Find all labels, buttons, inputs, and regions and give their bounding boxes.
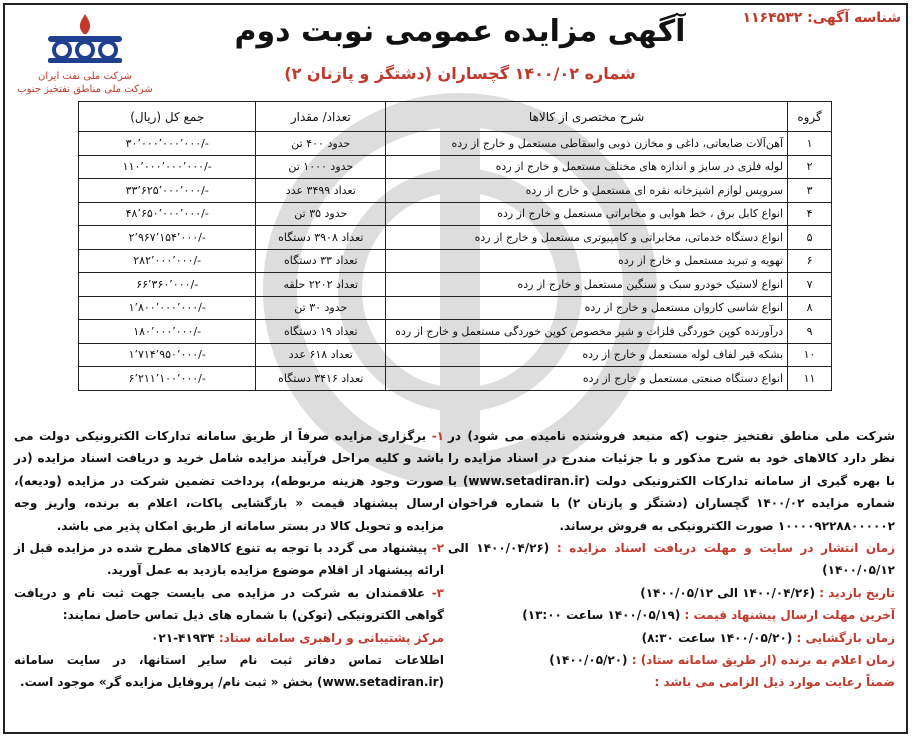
publish-label: زمان انتشار در سایت و مهلت دریافت اسناد مزایده : — [556, 541, 896, 556]
cell-total: ۴۸٬۶۵۰٬۰۰۰٬۰۰۰/- — [79, 202, 256, 226]
table-row — [79, 202, 832, 226]
cell-group: ۱۱ — [788, 367, 832, 391]
cell-total: ۱٬۷۱۴٬۹۵۰٬۰۰۰/- — [79, 343, 256, 367]
opening-label: زمان بازگشایی : — [796, 630, 895, 645]
cell-qty: تعداد ۶۱۸ عدد — [256, 343, 386, 367]
cell-desc: انواع شاسی کاروان مستعمل و خارج از رده — [386, 296, 788, 320]
cell-desc: تهویه و تبرید مستعمل و خارج از رده — [386, 249, 788, 273]
requirement-2 — [14, 537, 444, 582]
cell-total: ۶۶٬۳۶۰٬۰۰۰/- — [79, 273, 256, 297]
items-table — [78, 101, 832, 391]
requirement-1 — [14, 425, 444, 537]
page-title: آگهی مزایده عمومی نوبت دوم — [234, 14, 686, 49]
nioc-logo-icon — [42, 12, 128, 64]
support-label: مرکز پشتیبانی و راهبری سامانه ستاد: — [218, 630, 444, 645]
body-left-column — [14, 425, 444, 694]
visit-value: (۱۴۰۰/۰۴/۲۶ الی ۱۴۰۰/۰۵/۱۲) — [640, 585, 816, 600]
auction-number: شماره ۱۴۰۰/۰۲ گچساران (دشتگز و پازنان ۲) — [284, 64, 636, 83]
company-name — [10, 70, 160, 96]
table-row — [79, 226, 832, 250]
cell-desc: انواع دستگاه خدماتی، مخابراتی و کامپیوتری مستعمل و خارج از رده — [386, 226, 788, 250]
winner-announcement — [448, 649, 895, 671]
cell-desc: لوله فلزی در سایز و اندازه های مختلف مستعمل و خارج از رده — [386, 155, 788, 179]
ad-id: شناسه آگهی: ۱۱۶۴۵۳۲ — [742, 10, 901, 26]
cell-total: ۳۰٬۰۰۰٬۰۰۰٬۰۰۰/- — [79, 132, 256, 156]
table-row — [79, 343, 832, 367]
bid-deadline — [448, 604, 895, 626]
cell-group: ۴ — [788, 202, 832, 226]
cell-group: ۸ — [788, 296, 832, 320]
cell-qty: تعداد ۱۹ دستگاه — [256, 320, 386, 344]
table-row — [79, 132, 832, 156]
header-desc: شرح مختصری از کالاها — [386, 102, 788, 132]
cell-qty: تعداد ۳۳ دستگاه — [256, 249, 386, 273]
cell-desc: درآورنده کوپن خوردگی فلزات و شیر مخصوص کوپن خوردگی مستعمل و خارج از رده — [386, 320, 788, 344]
cell-group: ۱۰ — [788, 343, 832, 367]
cell-group: ۳ — [788, 179, 832, 203]
table-row — [79, 296, 832, 320]
intro-paragraph: شرکت ملی مناطق نفتخیز جنوب (که منبعد فروشنده نامیده می شود) در نظر دارد کالاهای خود به شرح مذکور و با جزئیات مندرج در اسناد مزایده را با بهره گیری از سامانه تدارکات الکترونیکی دولت (www.setadiran.ir) با شماره مزایده ۱۴۰۰/۰۲ گچساران (دشتگز و پازنان ۲) با شماره فراخوان ۱۰۰۰۰۹۲۲۸۸۰۰۰۰۰۲ صورت الکترونیکی به فروش برساند. — [448, 429, 895, 533]
cell-qty: حدود ۳۵ تن — [256, 202, 386, 226]
publish-period — [448, 537, 895, 582]
requirement-3-text: علاقمندان به شرکت در مزایده می بایست جهت ثبت نام و دریافت گواهی الکترونیکی (توکن) با شماره های ذیل تماس حاصل نمایند: — [14, 585, 444, 623]
requirement-1-text: برگزاری مزایده صرفاً از طریق سامانه تدارکات الکترونیکی دولت می باشد و کلیه مراحل فرآیند مزایده شامل خرید و دریافت اسناد مزایده (در صورت وجود هزینه مربوطه)، پرداخت تضمین شرکت در مزایده (ودیعه)، ارسال پیشنهاد قیمت « بازگشایی پاکات، اعلام به برنده، واریز وجه مزایده و تحویل کالا در بستر سامانه از طریق امکان پذیر می باشد. — [14, 429, 444, 533]
support-phone: ۰۲۱-۴۱۹۳۴ — [151, 630, 215, 645]
cell-desc: سرویس لوازم اشپزخانه نقره ای مستعمل و خارج از رده — [386, 179, 788, 203]
cell-qty: تعداد ۳۹۰۸ دستگاه — [256, 226, 386, 250]
header-total: جمع کل (ریال) — [79, 102, 256, 132]
cell-total: ۶٬۲۱۱٬۱۰۰٬۰۰۰/- — [79, 367, 256, 391]
publish-value: (۱۴۰۰/۰۴/۲۶ الی ۱۴۰۰/۰۵/۱۲) — [448, 541, 895, 578]
cell-qty: تعداد ۳۴۹۹ عدد — [256, 179, 386, 203]
cell-total: ۲۸۲٬۰۰۰٬۰۰۰/- — [79, 249, 256, 273]
footer-note: اطلاعات تماس دفاتر ثبت نام سایر استانها، در سایت سامانه (www.setadiran.ir) بخش « ثبت نام/ پروفایل مزایده گر» موجود است. — [14, 653, 444, 690]
cell-total: ۱۱۰٬۰۰۰٬۰۰۰٬۰۰۰/- — [79, 155, 256, 179]
header-qty: تعداد/ مقدار — [256, 102, 386, 132]
cell-desc: انواع دستگاه صنعتی مستعمل و خارج از رده — [386, 367, 788, 391]
company-name-line2: شرکت ملی مناطق نفتخیز جنوب — [17, 84, 153, 95]
deadline-label: آخرین مهلت ارسال پیشنهاد قیمت : — [684, 608, 895, 623]
table-row — [79, 320, 832, 344]
cell-group: ۵ — [788, 226, 832, 250]
body-right-column — [448, 425, 895, 694]
cell-group: ۶ — [788, 249, 832, 273]
cell-desc: انواع لاستیک خودرو سبک و سنگین مستعمل و خارج از رده — [386, 273, 788, 297]
company-name-line1: شرکت ملی نفت ایران — [38, 71, 132, 82]
cell-total: ۱۸۰٬۰۰۰٬۰۰۰/- — [79, 320, 256, 344]
cell-qty: تعداد ۲۲۰۲ حلقه — [256, 273, 386, 297]
header-group: گروه — [788, 102, 832, 132]
requirement-3 — [14, 582, 444, 627]
visit-date — [448, 582, 895, 604]
table-row — [79, 179, 832, 203]
cell-desc: انواع کابل برق ، خط هوایی و مخابراتی مستعمل و خارج از رده — [386, 202, 788, 226]
table-row — [79, 273, 832, 297]
deadline-value: (۱۴۰۰/۰۵/۱۹ ساعت ۱۳:۰۰) — [522, 608, 681, 623]
support-contact — [14, 627, 444, 649]
winner-value: (۱۴۰۰/۰۵/۲۰) — [549, 653, 628, 668]
cell-total: ۱٬۸۰۰٬۰۰۰٬۰۰۰/- — [79, 296, 256, 320]
cell-qty: حدود ۴۰۰ تن — [256, 132, 386, 156]
cell-group: ۹ — [788, 320, 832, 344]
opening-value: (۱۴۰۰/۰۵/۲۰ ساعت ۸:۳۰) — [641, 630, 793, 645]
cell-group: ۷ — [788, 273, 832, 297]
cell-qty: حدود ۳۰ تن — [256, 296, 386, 320]
requirements-note: ضمناً رعایت موارد ذیل الزامی می باشد : — [654, 675, 895, 690]
requirement-2-num: ۲- — [431, 541, 444, 556]
cell-qty: تعداد ۳۴۱۶ دستگاه — [256, 367, 386, 391]
cell-qty: حدود ۱۰۰۰ تن — [256, 155, 386, 179]
cell-total: ۳۳٬۶۲۵٬۰۰۰٬۰۰۰/- — [79, 179, 256, 203]
cell-desc: آهن‌آلات ضایعاتی، داغی و مخازن ذوبی واسقاطی مستعمل و خارج از رده — [386, 132, 788, 156]
requirement-1-num: ۱- — [431, 429, 444, 443]
cell-group: ۲ — [788, 155, 832, 179]
visit-label: تاریخ بازدید : — [819, 585, 895, 600]
table-row — [79, 367, 832, 391]
requirement-3-num: ۳- — [431, 585, 444, 600]
cell-group: ۱ — [788, 132, 832, 156]
winner-label: زمان اعلام به برنده (از طریق سامانه ستاد) : — [631, 653, 895, 668]
opening-time — [448, 627, 895, 649]
table-header-row — [79, 102, 832, 132]
cell-total: ۲٬۹۶۷٬۱۵۴٬۰۰۰/- — [79, 226, 256, 250]
table-row — [79, 155, 832, 179]
table-row — [79, 249, 832, 273]
cell-desc: بشکه قیر لفاف لوله مستعمل و خارج از رده — [386, 343, 788, 367]
requirement-2-text: پیشنهاد می گردد با توجه به تنوع کالاهای مطرح شده در مزایده قبل از ارائه پیشنهاد از اقلام موضوع مزایده بازدید به عمل آورید. — [14, 541, 444, 578]
